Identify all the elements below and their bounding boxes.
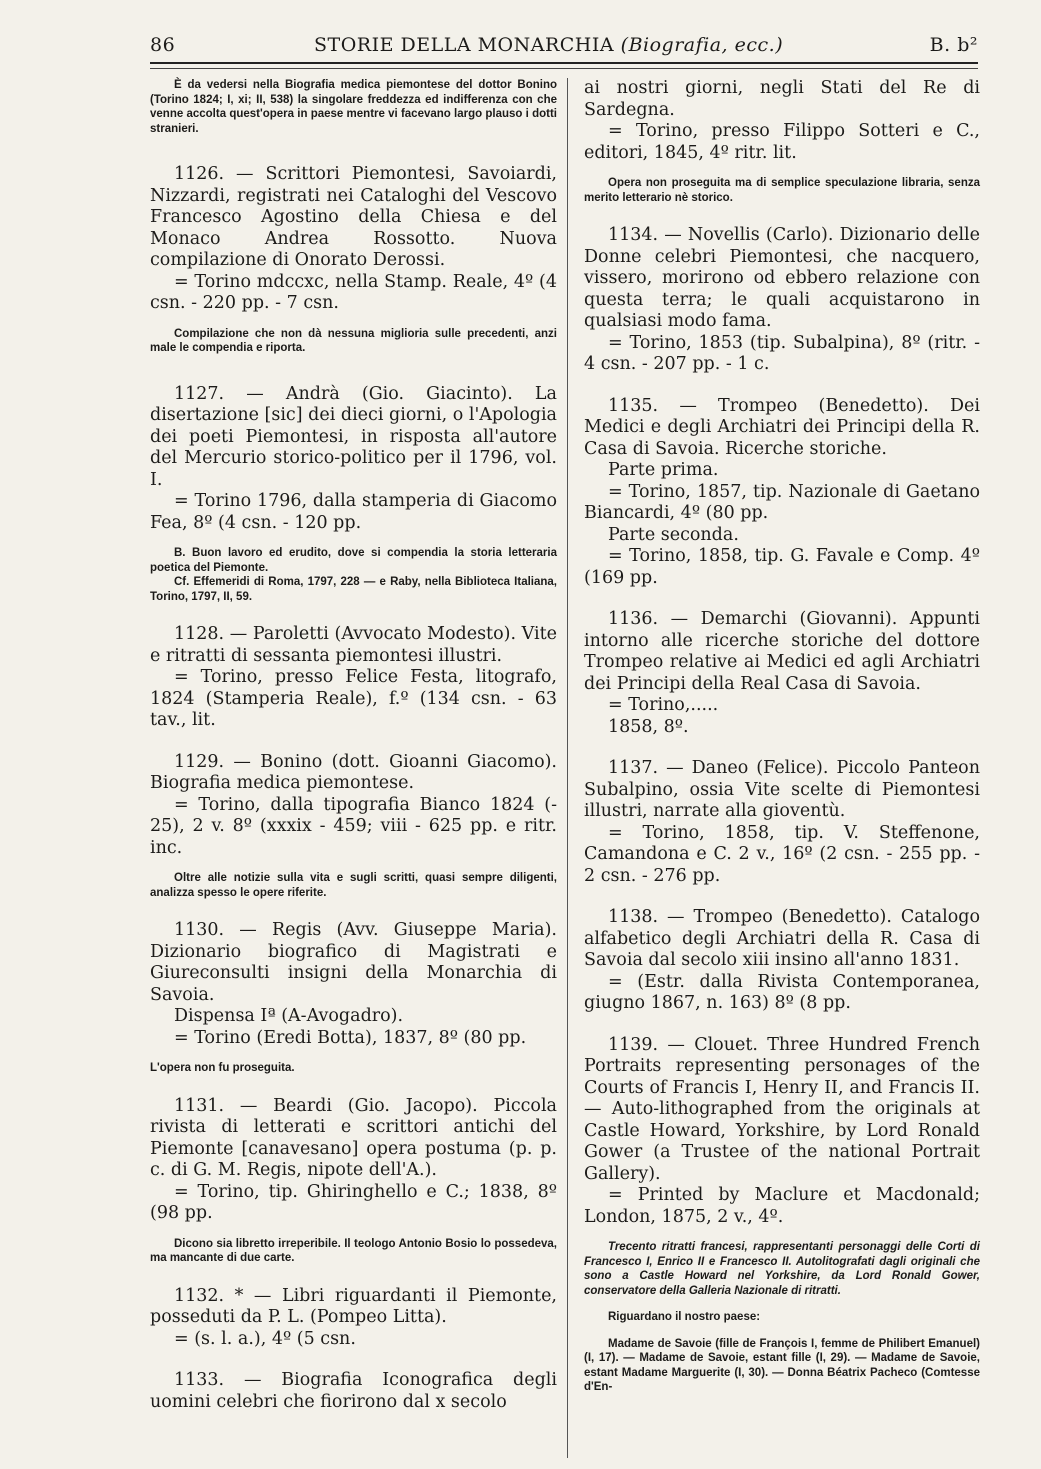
- entry-1131-imprint: = Torino, tip. Ghiringhello e C.; 1838, 8º (98 pp.: [150, 1181, 557, 1223]
- entry-1136-date: 1858, 8º.: [608, 716, 689, 737]
- running-header: [150, 34, 978, 62]
- entry-1139-imprint: = Printed by Maclure et Macdonald; London, 1875, 2 v., 4º.: [584, 1185, 980, 1227]
- signature-mark: B. b²: [929, 34, 978, 56]
- entry-1135-part2: Parte seconda.: [608, 524, 739, 545]
- entry-1135-imprint1: = Torino, 1857, tip. Nazionale di Gaetano Biancardi, 4º (80 pp.: [584, 481, 980, 523]
- entry-1135-imprint2: = Torino, 1858, tip. G. Favale e Comp. 4º (169 pp.: [584, 546, 980, 588]
- entry-1127: 1127. — Andrà (Gio. Giacinto). La disertazione [sic] dei dieci giorni, o l'Apologia dei poeti Piemontesi, in risposta all'autore del Mercurio storico-politico per il 1796, vol. I.: [150, 383, 557, 490]
- entry-1138-imprint: = (Estr. dalla Rivista Contemporanea, giugno 1867, n. 163) 8º (8 pp.: [584, 971, 980, 1013]
- entry-1129: 1129. — Bonino (dott. Gioanni Giacomo). Biografia medica piemontese.: [150, 751, 557, 793]
- entry-1139-portraits: Madame de Savoie (fille de François I, femme de Philibert Emanuel) (I, 17). — Madame de Savoie, estant fille (I, 29). — Madame de Savoie, estant Madame Marguerite (I, 30). — Donna Béatrix Pacheco (Comtesse d'En-: [584, 1337, 980, 1393]
- entry-1134-imprint: = Torino, 1853 (tip. Subalpina), 8º (ritr. - 4 csn. - 207 pp. - 1 c.: [584, 332, 980, 374]
- entry-1126-imprint: = Torino mdccxc, nella Stamp. Reale, 4º (4 csn. - 220 pp. - 7 csn.: [150, 271, 557, 313]
- entry-1133-imprint: = Torino, presso Filippo Sotteri e C., editori, 1845, 4º ritr. lit.: [584, 121, 980, 163]
- entry-1132-imprint: = (s. l. a.), 4º (5 csn.: [174, 1328, 356, 1349]
- entry-1130-note: L'opera non fu proseguita.: [150, 1062, 295, 1074]
- entry-1138: 1138. — Trompeo (Benedetto). Catalogo alfabetico degli Archiatri della R. Casa di Savoia dal secolo xiii insino all'anno 1831.: [584, 907, 980, 970]
- entry-1129-imprint: = Torino, dalla tipografia Bianco 1824 (- 25), 2 v. 8º (xxxix - 459; viii - 625 pp. e ritr. inc.: [150, 794, 557, 858]
- entry-1131: 1131. — Beardi (Gio. Jacopo). Piccola rivista di letterati e scrittori antichi del Piemonte [canavesano] opera postuma (p. p. c. di G. M. Regis, nipote dell'A.).: [150, 1095, 557, 1180]
- page-title-main: STORIE DELLA MONARCHIA: [314, 34, 615, 56]
- header-rule: [150, 62, 978, 64]
- entry-1128: 1128. — Paroletti (Avvocato Modesto). Vite e ritratti di sessanta piemontesi illustri.: [150, 624, 557, 666]
- entry-1126: 1126. — Scrittori Piemontesi, Savoiardi, Nizzardi, registrati nei Cataloghi del Vescovo Francesco Agostino della Chiesa e del Monaco Andrea Rossotto. Nuova compilazione di Onorato Derossi.: [150, 164, 557, 270]
- entry-1139-translation: Trecento ritratti francesi, rappresentanti personaggi delle Corti di Francesco I, Enrico II e Francesco II. Autolitografati dagli originali che sono a Castle Howard nel Yorkshire, da Lord Ronald Gower, conservatore della Galleria Nazionale di ritratti.: [584, 1241, 980, 1297]
- entry-1135: 1135. — Trompeo (Benedetto). Dei Medici e degli Archiatri dei Principi della R. Casa di Savoia. Ricerche storiche.: [584, 395, 980, 459]
- entry-1134: 1134. — Novellis (Carlo). Dizionario delle Donne celebri Piemontesi, che nacquero, vissero, morirono od ebbero relazione con questa terra; le quali acquistarono in qualsiasi modo fama.: [584, 225, 980, 331]
- entry-1129-note: Oltre alle notizie sulla vita e sugli scritti, quasi sempre diligenti, analizza spesso le opere riferite.: [150, 872, 557, 899]
- entry-1133: 1133. — Biografia Iconografica degli uomini celebri che fiorirono dal x secolo: [150, 1370, 557, 1412]
- entry-1130-imprint: = Torino (Eredi Botta), 1837, 8º (80 pp.: [174, 1027, 527, 1048]
- header-rule-thin: [150, 68, 978, 69]
- entry-1139: 1139. — Clouet. Three Hundred French Portraits representing personages of the Courts of Francis I, Henry II, and Francis II. — Auto-lithographed from the originals at Castle Howard, Yorkshire, by Lord Ronald Gower (a Trustee of the national Portrait Gallery).: [584, 1034, 980, 1184]
- entry-1137: 1137. — Daneo (Felice). Piccolo Panteon Subalpino, ossia Vite scelte di Piemontesi illustri, narrate alla gioventù.: [584, 758, 980, 821]
- page-title: [314, 34, 783, 56]
- entry-1128-imprint: = Torino, presso Felice Festa, litografo, 1824 (Stamperia Reale), f.º (134 csn. - 63 tav., lit.: [150, 667, 557, 730]
- entry-1136-imprint: = Torino,.....: [608, 695, 719, 715]
- entry-1136: 1136. — Demarchi (Giovanni). Appunti intorno alle ricerche storiche del dottore Trompeo relative ai Medici ed agli Archiatri dei Principi della Real Casa di Savoia.: [584, 609, 980, 694]
- entry-1127-note: B. Buon lavoro ed erudito, dove si compendia la storia letteraria poetica del Piemonte.: [150, 547, 557, 574]
- entry-1139-note: Riguardano il nostro paese:: [608, 1311, 761, 1323]
- right-column: [584, 78, 980, 1395]
- entry-1133-cont: ai nostri giorni, negli Stati del Re di Sardegna.: [584, 78, 980, 120]
- entry-1127-imprint: = Torino 1796, dalla stamperia di Giacomo Fea, 8º (4 csn. - 120 pp.: [150, 491, 557, 533]
- page-title-sub: (Biografia, ecc.): [620, 34, 784, 56]
- column-divider: [567, 78, 568, 1458]
- page-number: 86: [150, 34, 176, 56]
- entry-1133-note: Opera non proseguita ma di semplice speculazione libraria, senza merito letterario nè storico.: [584, 177, 980, 204]
- entry-1135-part1: Parte prima.: [608, 460, 719, 480]
- entry-1131-note: Dicono sia libretto irreperibile. Il teologo Antonio Bosio lo possedeva, ma mancante di due carte.: [150, 1237, 557, 1264]
- left-column: [150, 78, 557, 1413]
- entry-1126-note: Compilazione che non dà nessuna miglioria sulle precedenti, anzi male le compendia e riporta.: [150, 327, 557, 354]
- entry-1130: 1130. — Regis (Avv. Giuseppe Maria). Dizionario biografico di Magistrati e Giureconsulti insigni della Monarchia di Savoia.: [150, 920, 557, 1005]
- entry-1130-part: Dispensa Iª (A-Avogadro).: [174, 1006, 404, 1026]
- entry-1132: 1132. * — Libri riguardanti il Piemonte, posseduti da P. L. (Pompeo Litta).: [150, 1285, 557, 1327]
- note-top: È da vedersi nella Biografia medica piemontese del dottor Bonino (Torino 1824; I, xi; II, 538) la singolare freddezza ed indifferenza con che venne accolta quest'opera in paese mentre vi facevano largo plauso i dotti stranieri.: [150, 79, 557, 135]
- entry-1137-imprint: = Torino, 1858, tip. V. Steffenone, Camandona e C. 2 v., 16º (2 csn. - 255 pp. - 2 csn. - 276 pp.: [584, 822, 980, 886]
- entry-1127-ref: Cf. Effemeridi di Roma, 1797, 228 — e Raby, nella Biblioteca Italiana, Torino, 1797, II, 59.: [150, 576, 557, 603]
